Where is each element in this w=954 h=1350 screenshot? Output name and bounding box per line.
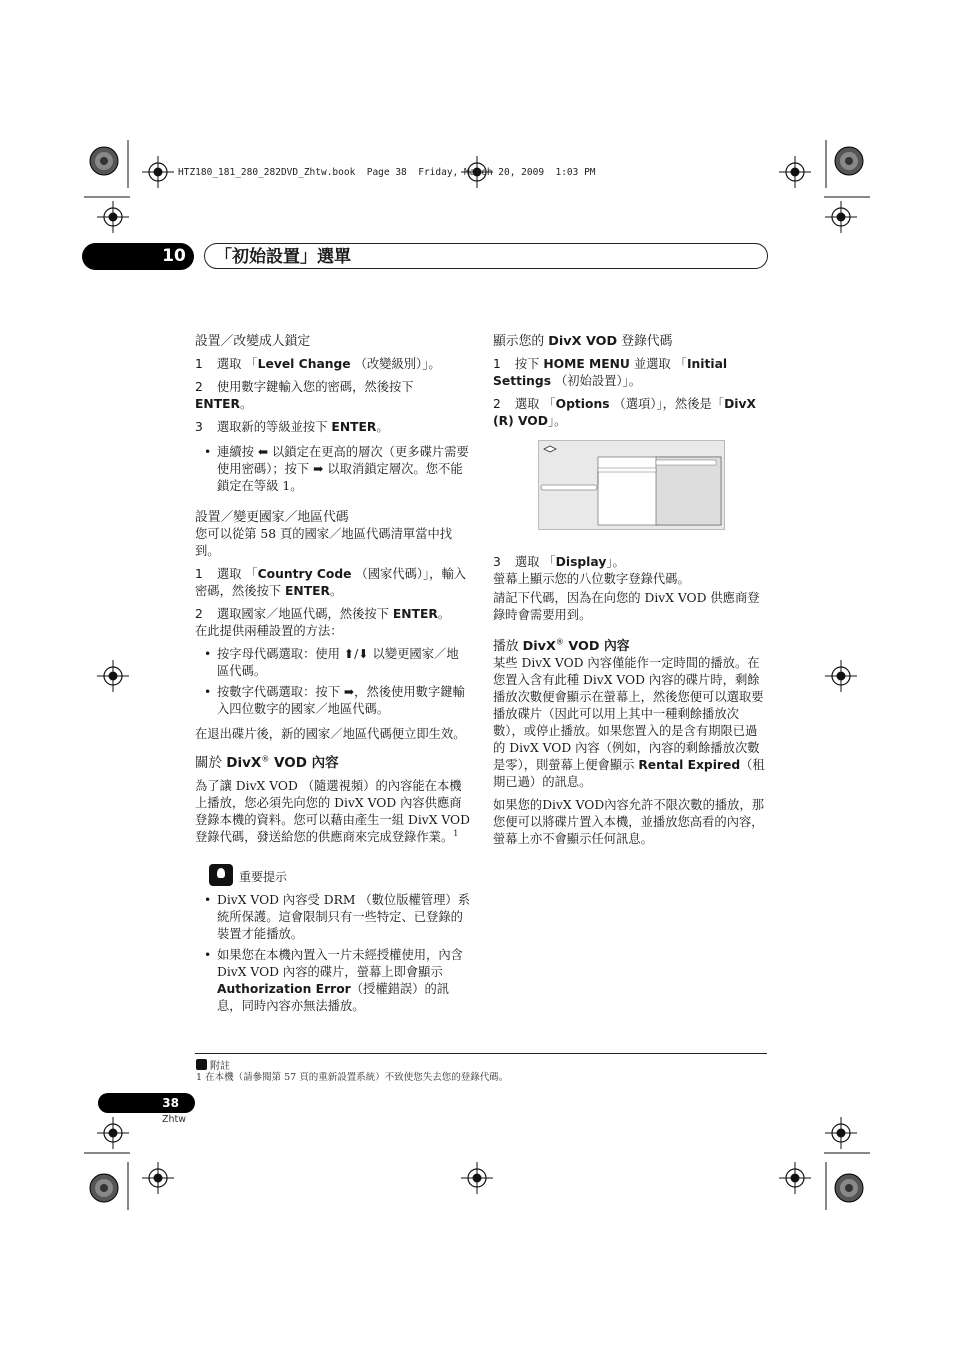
left-column xyxy=(195,333,470,1023)
tip-label: 重要提示 xyxy=(239,870,288,884)
paragraph: 在此提供兩種設置的方法： xyxy=(195,624,343,638)
chapter-number-badge xyxy=(82,243,194,270)
important-tip-header xyxy=(209,864,470,886)
paragraph: 為了讓 DivX VOD （隨選視頻）的內容能在本機上播放，您必須先向您的 DivX VOD 內容供應商登錄本機的資料。您可以藉由產生一組 DivX VOD 登錄代碼，發送給您的供應商來完成登錄作業。$^1$ xyxy=(195,779,470,844)
step-2: 2 選取 「Options （選項）」，然後是「DivX (R) VOD」。 xyxy=(493,397,757,428)
section-title-display-code: 顯示您的 DivX VOD 登錄代碼 xyxy=(493,334,673,349)
paragraph: 在退出碟片後，新的國家／地區代碼便立即生效。 xyxy=(195,727,466,741)
section-title-parental-lock: 設置／改變成人鎖定 xyxy=(195,334,311,349)
list-item: • 如果您在本機內置入一片未經授權使用，內含 DivX VOD 內容的碟片，螢幕上即會顯示 Authorization Error（授權錯誤）的訊息，同時內容亦無法播放。 xyxy=(195,947,470,1015)
chapter-number: 10 xyxy=(162,246,186,266)
list-item: • 連續按 ⬅ 以鎖定在更高的層次（更多碟片需要使用密碼）；按下 ➡ 以取消鎖定層次。您不能鎖定在等級 1。 xyxy=(195,444,470,495)
step-1: 1 選取 「Country Code （國家代碼）」，輸入密碼，然後按下 ENTER。 xyxy=(195,567,467,598)
paragraph: 螢幕上顯示您的八位數字登錄代碼。 xyxy=(493,572,690,586)
chapter-title: 「初始設置」選單 xyxy=(204,243,768,269)
bullet-list-country xyxy=(195,646,470,718)
paragraph: 如果您的DivX VOD內容允許不限次數的播放，那您便可以將碟片置入本機，並播放您高看的內容，螢幕上亦不會顯示任何訊息。 xyxy=(493,798,765,846)
step-1: 1 選取 「Level Change （改變級別）」。 xyxy=(195,357,441,371)
page-language: Zhtw xyxy=(162,1114,187,1125)
step-3: 3 選取 「Display」。 xyxy=(493,555,625,569)
step-3: 3 選取新的等級並按下 ENTER。 xyxy=(195,420,389,434)
settings-menu-graphic xyxy=(539,441,724,529)
note-label: 附註 xyxy=(210,1061,230,1072)
bullet-list-lock xyxy=(195,444,470,495)
footnote-text: 1 在本機（請參閱第 57 頁的重新設置系統）不致使您失去您的登錄代碼。 xyxy=(196,1072,509,1083)
list-item: • 按數字代碼選取：按下 ➡，然後使用數字鍵輸入四位數字的國家／地區代碼。 xyxy=(195,684,470,718)
settings-screen-illustration xyxy=(538,440,725,530)
list-item: • 按字母代碼選取：使用 ⬆/⬇ 以變更國家／地區代碼。 xyxy=(195,646,470,680)
tip-list xyxy=(195,892,470,1015)
section-title-play-divx: 播放 DivX® VOD 內容 xyxy=(493,637,630,654)
section-title-country-code: 設置／變更國家／地區代碼 xyxy=(195,510,349,525)
book-header: HTZ180_181_280_282DVD_Zhtw.book Page 38 Friday, March 20, 2009 1:03 PM xyxy=(178,167,596,178)
important-icon xyxy=(209,864,233,886)
page-number: 38 xyxy=(98,1093,195,1113)
step-1: 1 按下 HOME MENU 並選取 「Initial Settings （初始設置）」。 xyxy=(493,357,728,388)
note-divider xyxy=(195,1053,767,1054)
section-title-about-divx: 關於 DivX® VOD 內容 xyxy=(195,754,339,771)
paragraph: 請記下代碼，因為在向您的 DivX VOD 供應商登錄時會需要用到。 xyxy=(493,591,760,622)
paragraph: 某些 DivX VOD 內容僅能作一定時間的播放。在您置入含有此種 DivX VOD 內容的碟片時，剩餘播放次數便會顯示在螢幕上，然後您便可以選取要播放碟片（因此可以用上其中一種剩餘播放次數），或停止播放。如果您置入的是含有期限已過的 DivX VOD 內容（例如，內容的剩餘播放次數是零），則螢幕上便會顯示 Rental Expired（租期已過）的訊息。 xyxy=(493,656,765,789)
footnote-ref: 1 xyxy=(453,828,459,838)
right-column xyxy=(493,333,768,854)
step-2: 2 使用數字鍵輸入您的密碼，然後按下 ENTER。 xyxy=(195,380,414,411)
paragraph: 您可以從第 58 頁的國家／地區代碼清單當中找到。 xyxy=(195,527,453,558)
list-item: • DivX VOD 內容受 DRM （數位版權管理）系統所保護。這會限制只有一些特定、已登錄的裝置才能播放。 xyxy=(195,892,470,943)
step-2: 2 選取國家／地區代碼，然後按下 ENTER。 xyxy=(195,607,451,621)
